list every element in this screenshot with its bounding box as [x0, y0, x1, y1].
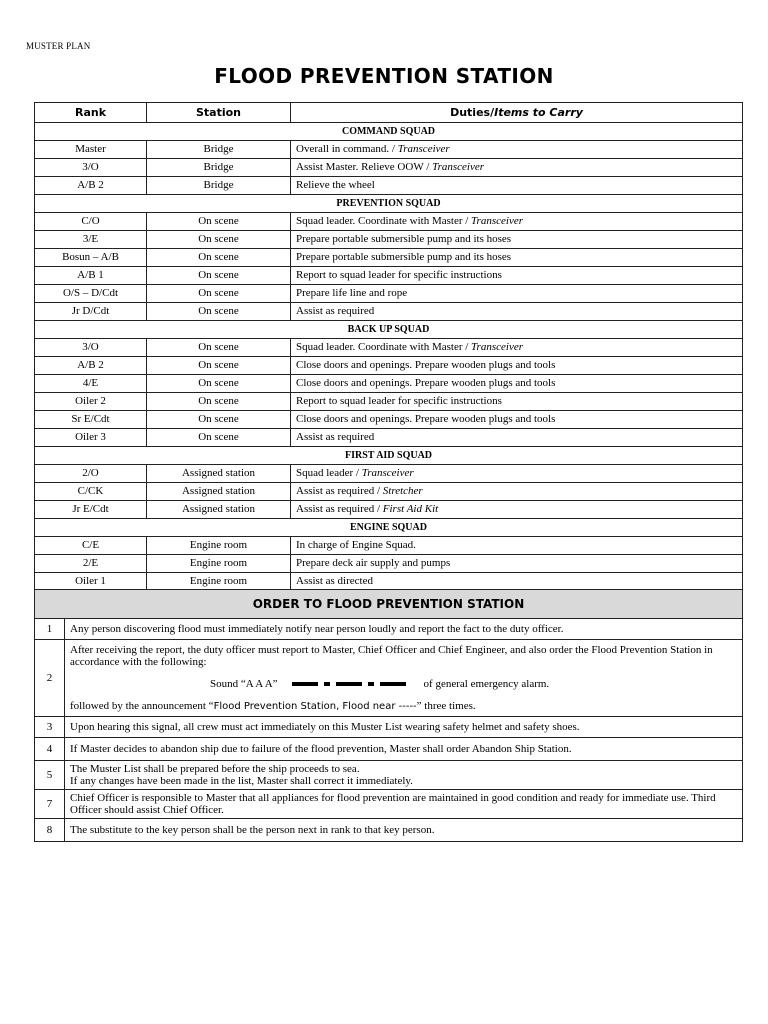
- station-cell: On scene: [147, 213, 291, 231]
- alarm-signal-line: [210, 678, 737, 690]
- duty-text: Assist as required: [296, 305, 375, 317]
- muster-table-body: [35, 123, 743, 591]
- duty-text: Report to squad leader for specific instructions: [296, 269, 502, 281]
- duty-cell: [291, 213, 743, 231]
- station-cell: Assigned station: [147, 483, 291, 501]
- duty-text: Report to squad leader for specific instructions: [296, 395, 502, 407]
- order-item-4: [35, 738, 743, 761]
- order-item-8: [35, 819, 743, 842]
- order-item-3: [35, 717, 743, 738]
- order-text: Chief Officer is responsible to Master that all appliances for flood prevention are maintained in good condition and ready for immediate use. Third Officer should assist Chief Officer.: [65, 790, 743, 819]
- station-cell: On scene: [147, 393, 291, 411]
- duty-cell: [291, 465, 743, 483]
- station-cell: Bridge: [147, 141, 291, 159]
- table-row: [35, 159, 743, 177]
- duty-item: Transceiver: [361, 467, 414, 479]
- table-row: [35, 501, 743, 519]
- page-title: FLOOD PREVENTION STATION: [214, 64, 554, 88]
- duty-cell: [291, 357, 743, 375]
- squad-header-row: [35, 195, 743, 213]
- duty-cell: [291, 375, 743, 393]
- duty-text: Relieve the wheel: [296, 179, 375, 191]
- rank-cell: O/S – D/Cdt: [35, 285, 147, 303]
- rank-cell: Sr E/Cdt: [35, 411, 147, 429]
- column-header-rank: Rank: [35, 103, 147, 123]
- duty-text: Close doors and openings. Prepare wooden plugs and tools: [296, 359, 556, 371]
- table-row: [35, 393, 743, 411]
- station-cell: On scene: [147, 339, 291, 357]
- squad-name: COMMAND SQUAD: [35, 123, 743, 141]
- order-text-line: If any changes have been made in the list, Master shall correct it immediately.: [70, 775, 413, 787]
- duty-item: Stretcher: [382, 485, 423, 497]
- order-text: If Master decides to abandon ship due to failure of the flood prevention, Master shall order Abandon Ship Station.: [65, 738, 743, 761]
- duty-cell: [291, 285, 743, 303]
- announcement-line: [70, 700, 737, 713]
- table-row: [35, 573, 743, 591]
- announcement-prefix: followed by the announcement “: [70, 699, 214, 712]
- station-cell: On scene: [147, 411, 291, 429]
- order-number: 8: [35, 819, 65, 842]
- duty-text: Assist as required /: [296, 485, 383, 497]
- order-number: 2: [35, 640, 65, 717]
- order-item-1: [35, 619, 743, 640]
- station-cell: On scene: [147, 285, 291, 303]
- alarm-signal-icon: [292, 682, 412, 686]
- rank-cell: Jr E/Cdt: [35, 501, 147, 519]
- duty-cell: [291, 339, 743, 357]
- table-row: [35, 141, 743, 159]
- station-cell: On scene: [147, 357, 291, 375]
- announcement-text: Flood Prevention Station, Flood near -----: [213, 700, 417, 712]
- rank-cell: A/B 2: [35, 177, 147, 195]
- order-number: 4: [35, 738, 65, 761]
- duty-text: Squad leader. Coordinate with Master /: [296, 341, 472, 353]
- station-cell: On scene: [147, 303, 291, 321]
- station-cell: On scene: [147, 429, 291, 447]
- orders-heading: ORDER TO FLOOD PREVENTION STATION: [35, 590, 743, 619]
- order-item-7: [35, 790, 743, 819]
- order-item-2: [35, 640, 743, 717]
- table-row: [35, 483, 743, 501]
- rank-cell: A/B 1: [35, 267, 147, 285]
- order-number: 1: [35, 619, 65, 640]
- rank-cell: Oiler 3: [35, 429, 147, 447]
- table-row: [35, 303, 743, 321]
- order-text-line: The Muster List shall be prepared before the ship proceeds to sea.: [70, 763, 360, 775]
- duty-cell: [291, 393, 743, 411]
- table-row: [35, 339, 743, 357]
- table-row: [35, 177, 743, 195]
- table-row: [35, 537, 743, 555]
- duty-cell: [291, 249, 743, 267]
- station-cell: On scene: [147, 267, 291, 285]
- order-text: After receiving the report, the duty officer must report to Master, Chief Officer and Chief Engineer, and also order the Flood Prevention Station in accordance with the following:: [70, 643, 713, 668]
- order-text: Upon hearing this signal, all crew must act immediately on this Muster List wearing safety helmet and safety shoes.: [65, 717, 743, 738]
- station-cell: Bridge: [147, 177, 291, 195]
- duty-text: Assist as required /: [296, 503, 383, 515]
- duty-cell: [291, 231, 743, 249]
- duty-text: Squad leader. Coordinate with Master /: [296, 215, 472, 227]
- squad-name: FIRST AID SQUAD: [35, 447, 743, 465]
- alarm-sound-suffix: of general emergency alarm.: [423, 677, 550, 690]
- rank-cell: 2/O: [35, 465, 147, 483]
- duty-cell: [291, 483, 743, 501]
- squad-header-row: [35, 447, 743, 465]
- duty-text: Close doors and openings. Prepare wooden plugs and tools: [296, 413, 556, 425]
- table-row: [35, 267, 743, 285]
- squad-header-row: [35, 519, 743, 537]
- table-row: [35, 555, 743, 573]
- duty-text: Prepare deck air supply and pumps: [296, 557, 451, 569]
- order-item-5: [35, 761, 743, 790]
- orders-table: [34, 589, 743, 842]
- column-header-duties: [291, 103, 743, 123]
- duty-item: Transceiver: [397, 143, 450, 155]
- station-cell: Assigned station: [147, 465, 291, 483]
- duties-header-italic: Items to Carry: [494, 106, 583, 119]
- station-cell: Engine room: [147, 555, 291, 573]
- order-number: 3: [35, 717, 65, 738]
- duty-text: Assist as required: [296, 431, 375, 443]
- rank-cell: 3/O: [35, 159, 147, 177]
- rank-cell: Oiler 2: [35, 393, 147, 411]
- rank-cell: 3/E: [35, 231, 147, 249]
- rank-cell: Oiler 1: [35, 573, 147, 591]
- station-cell: Engine room: [147, 537, 291, 555]
- squad-header-row: [35, 321, 743, 339]
- duty-item: Transceiver: [432, 161, 485, 173]
- rank-cell: Jr D/Cdt: [35, 303, 147, 321]
- order-text: Any person discovering flood must immediately notify near person loudly and report the fact to the duty officer.: [65, 619, 743, 640]
- table-row: [35, 231, 743, 249]
- duty-cell: [291, 411, 743, 429]
- table-row: [35, 213, 743, 231]
- station-cell: Bridge: [147, 159, 291, 177]
- squad-header-row: [35, 123, 743, 141]
- rank-cell: Bosun – A/B: [35, 249, 147, 267]
- duty-text: In charge of Engine Squad.: [296, 539, 416, 551]
- rank-cell: 4/E: [35, 375, 147, 393]
- table-row: [35, 249, 743, 267]
- order-text-block: [65, 640, 743, 717]
- squad-name: BACK UP SQUAD: [35, 321, 743, 339]
- duties-header-prefix: Duties/: [450, 106, 495, 119]
- table-row: [35, 411, 743, 429]
- table-row: [35, 465, 743, 483]
- squad-name: ENGINE SQUAD: [35, 519, 743, 537]
- duty-cell: [291, 429, 743, 447]
- announcement-suffix: ” three times.: [416, 699, 476, 712]
- duty-item: Transceiver: [471, 215, 523, 227]
- order-number: 5: [35, 761, 65, 790]
- duty-text: Close doors and openings. Prepare wooden plugs and tools: [296, 377, 556, 389]
- table-header-row: [35, 103, 743, 123]
- duty-item: First Aid Kit: [382, 503, 439, 515]
- station-cell: Assigned station: [147, 501, 291, 519]
- duty-text: Prepare portable submersible pump and its hoses: [296, 233, 512, 245]
- duty-text: Assist Master. Relieve OOW /: [296, 161, 433, 173]
- order-number: 7: [35, 790, 65, 819]
- duty-cell: [291, 141, 743, 159]
- rank-cell: C/CK: [35, 483, 147, 501]
- duty-text: Squad leader /: [296, 467, 362, 479]
- rank-cell: 2/E: [35, 555, 147, 573]
- duty-cell: [291, 555, 743, 573]
- duty-cell: [291, 303, 743, 321]
- table-row: [35, 375, 743, 393]
- rank-cell: C/E: [35, 537, 147, 555]
- rank-cell: A/B 2: [35, 357, 147, 375]
- station-cell: On scene: [147, 249, 291, 267]
- table-row: [35, 357, 743, 375]
- duty-cell: [291, 267, 743, 285]
- duty-text: Overall in command. /: [296, 143, 398, 155]
- duty-cell: [291, 501, 743, 519]
- duty-cell: [291, 177, 743, 195]
- rank-cell: 3/O: [35, 339, 147, 357]
- duty-cell: [291, 573, 743, 591]
- duty-text: Prepare portable submersible pump and its hoses: [296, 251, 512, 263]
- order-text-block: [65, 761, 743, 790]
- muster-table: [34, 102, 743, 591]
- duty-cell: [291, 537, 743, 555]
- order-text: The substitute to the key person shall be the person next in rank to that key person.: [65, 819, 743, 842]
- station-cell: Engine room: [147, 573, 291, 591]
- duty-cell: [291, 159, 743, 177]
- station-cell: On scene: [147, 231, 291, 249]
- rank-cell: C/O: [35, 213, 147, 231]
- rank-cell: Master: [35, 141, 147, 159]
- table-row: [35, 285, 743, 303]
- duty-item: Transceiver: [471, 341, 523, 353]
- table-row: [35, 429, 743, 447]
- alarm-sound-label: Sound “A A A”: [210, 677, 278, 690]
- duty-text: Prepare life line and rope: [296, 287, 408, 299]
- duty-text: Assist as directed: [296, 575, 373, 587]
- column-header-station: Station: [147, 103, 291, 123]
- squad-name: PREVENTION SQUAD: [35, 195, 743, 213]
- station-cell: On scene: [147, 375, 291, 393]
- document-header-label: MUSTER PLAN: [26, 41, 91, 51]
